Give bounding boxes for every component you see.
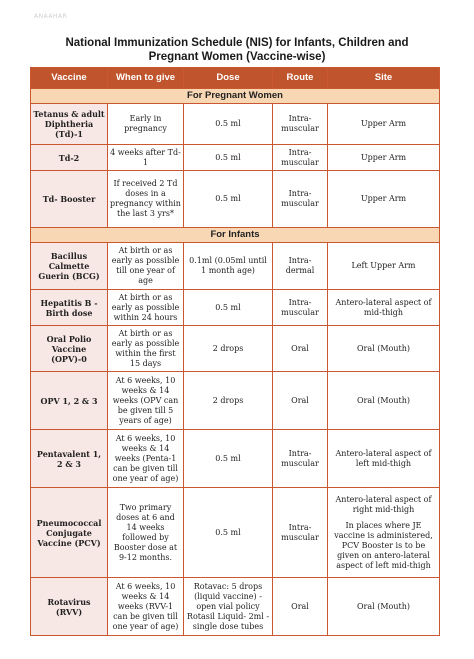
title-line-1: National Immunization Schedule (NIS) for Infants, Children and [65,37,409,49]
route-cell: Oral [273,372,328,430]
route-cell: Intra-dermal [273,243,328,290]
when-cell: At birth or as early as possible till one year of age [108,243,184,290]
route-cell: Intra-muscular [273,171,328,228]
immunization-table [30,67,440,636]
table-header-row [31,68,440,89]
site-cell: Antero-lateral aspect of left mid-thigh [328,430,440,488]
dose-cell: 0.1ml (0.05ml until 1 month age) [184,243,273,290]
vaccine-cell: Td- Booster [31,171,108,228]
table-row [31,290,440,326]
table-row [31,104,440,145]
route-cell: Intra-muscular [273,430,328,488]
vaccine-cell: Oral Polio Vaccine (OPV)-0 [31,326,108,372]
route-cell: Intra-muscular [273,145,328,171]
route-cell: Intra-muscular [273,488,328,578]
table-row [31,430,440,488]
header-when-to-give: When to give [108,68,184,89]
site-cell [328,488,440,578]
vaccine-cell: Pentavalent 1, 2 & 3 [31,430,108,488]
route-cell: Intra-muscular [273,104,328,145]
dose-cell: 0.5 ml [184,145,273,171]
header-site: Site [328,68,440,89]
when-cell: At birth or as early as possible within the first 15 days [108,326,184,372]
site-cell: Oral (Mouth) [328,326,440,372]
dose-cell: 0.5 ml [184,488,273,578]
dose-cell: Rotavac: 5 drops (liquid vaccine) - open vial policy Rotasil Liquid- 2ml - single dose tubes [184,578,273,636]
when-cell: At 6 weeks, 10 weeks & 14 weeks (Penta-1 can be given till one year of age) [108,430,184,488]
dose-cell: 2 drops [184,326,273,372]
header-route: Route [273,68,328,89]
when-cell: If received 2 Td doses in a pregnancy within the last 3 yrs* [108,171,184,228]
when-cell: Early in pregnancy [108,104,184,145]
when-cell: 4 weeks after Td-1 [108,145,184,171]
vaccine-cell: Td-2 [31,145,108,171]
table-row [31,145,440,171]
site-cell: Antero-lateral aspect of mid-thigh [328,290,440,326]
route-cell: Oral [273,578,328,636]
vaccine-cell: Hepatitis B - Birth dose [31,290,108,326]
table-row [31,372,440,430]
dose-cell: 0.5 ml [184,104,273,145]
when-cell: Two primary doses at 6 and 14 weeks followed by Booster dose at 9-12 months. [108,488,184,578]
vaccine-cell: OPV 1, 2 & 3 [31,372,108,430]
title-line-2: Pregnant Women (Vaccine-wise) [148,51,326,63]
dose-cell: 0.5 ml [184,171,273,228]
document-title [20,36,454,64]
site-cell: Oral (Mouth) [328,578,440,636]
section-label: For Pregnant Women [31,89,440,104]
section-row-pregnant-women [31,89,440,104]
table-row [31,243,440,290]
site-cell: Oral (Mouth) [328,372,440,430]
dose-cell: 2 drops [184,372,273,430]
vaccine-cell: Bacillus Calmette Guerin (BCG) [31,243,108,290]
vaccine-cell: Pneumococcal Conjugate Vaccine (PCV) [31,488,108,578]
corner-watermark: ANAAHAR [34,13,68,20]
site-cell: Left Upper Arm [328,243,440,290]
when-cell: At 6 weeks, 10 weeks & 14 weeks (OPV can be given till 5 years of age) [108,372,184,430]
dose-cell: 0.5 ml [184,290,273,326]
site-cell: Upper Arm [328,145,440,171]
dose-cell: 0.5 ml [184,430,273,488]
route-cell: Oral [273,326,328,372]
section-row-infants [31,228,440,243]
when-cell: At birth or as early as possible within 24 hours [108,290,184,326]
table-row [31,578,440,636]
route-cell: Intra-muscular [273,290,328,326]
header-dose: Dose [184,68,273,89]
table-row [31,488,440,578]
when-cell: At 6 weeks, 10 weeks & 14 weeks (RVV-1 can be given till one year of age) [108,578,184,636]
table-row [31,171,440,228]
section-label: For Infants [31,228,440,243]
header-vaccine: Vaccine [31,68,108,89]
site-text: Antero-lateral aspect of right mid-thigh [335,494,432,514]
vaccine-cell: Tetanus & adult Diphtheria (Td)-1 [31,104,108,145]
table-row [31,326,440,372]
site-note: In places where JE vaccine is administered, PCV Booster is to be given on antero-lateral aspect of left mid-thigh [334,520,433,570]
vaccine-cell: Rotavirus (RVV) [31,578,108,636]
site-cell: Upper Arm [328,104,440,145]
site-cell: Upper Arm [328,171,440,228]
